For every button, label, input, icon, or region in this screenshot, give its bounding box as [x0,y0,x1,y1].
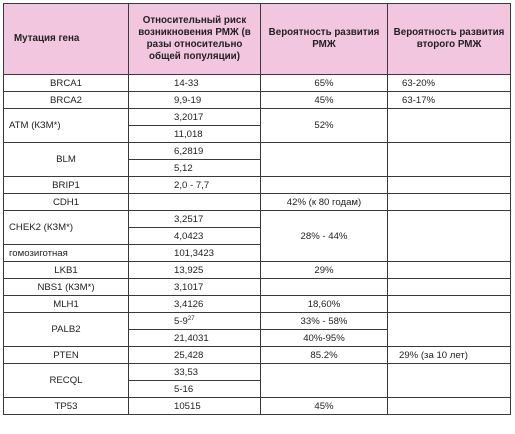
gene-cell: NBS1 (КЗМ*) [4,279,129,296]
probability-cell: 33% - 58% [261,313,388,330]
second-probability-cell: 63-20% [388,75,511,92]
risk-cell: 10515 [129,398,261,415]
probability-cell [261,364,388,398]
gene-cell: BRIP1 [4,177,129,194]
table-row [4,143,511,160]
probability-cell [261,177,388,194]
second-probability-cell [388,296,511,313]
risk-cell: 3,4126 [129,296,261,313]
gene-cell: ATM (КЗМ*) [4,109,129,143]
header-gene: Мутация гена [4,4,129,75]
table-row [4,75,511,92]
gene-cell: CHEK2 (КЗМ*) [4,211,129,245]
table-row [4,177,511,194]
table-row [4,364,511,381]
probability-cell: 40%-95% [261,330,388,347]
risk-cell: 6,2819 [129,143,261,160]
table-row [4,262,511,279]
risk-cell: 3,1017 [129,279,261,296]
second-probability-cell [388,313,511,347]
table-row [4,313,511,330]
gene-cell: TP53 [4,398,129,415]
second-probability-cell [388,177,511,194]
table-row [4,398,511,415]
risk-cell: 33,53 [129,364,261,381]
risk-cell: 5-16 [129,381,261,398]
risk-cell: 9,9-19 [129,92,261,109]
probability-cell: 52% [261,109,388,143]
risk-cell: 13,925 [129,262,261,279]
gene-cell: MLH1 [4,296,129,313]
table-row [4,279,511,296]
second-probability-cell [388,211,511,262]
table-row [4,347,511,364]
risk-cell: 21,4031 [129,330,261,347]
probability-cell: 65% [261,75,388,92]
risk-cell: 3,2517 [129,211,261,228]
second-probability-cell [388,364,511,398]
gene-mutation-risk-table [3,3,511,415]
table-row [4,194,511,211]
probability-cell: 45% [261,398,388,415]
risk-cell [129,313,261,330]
second-probability-cell [388,143,511,177]
probability-cell: 28% - 44% [261,211,388,262]
gene-cell: CDH1 [4,194,129,211]
risk-table-container [3,3,511,415]
table-row [4,92,511,109]
second-probability-cell [388,262,511,279]
probability-cell [261,279,388,296]
risk-value: 5-9 [174,315,188,327]
gene-cell: BRCA1 [4,75,129,92]
header-relative-risk: Относительный риск возникновения РМЖ (в разы относительно общей популяции) [129,4,261,75]
gene-cell: гомозиготная [4,245,129,262]
gene-cell: PALB2 [4,313,129,347]
probability-cell [261,143,388,177]
header-second-probability: Вероятность развития второго РМЖ [388,4,511,75]
reference-superscript: 27 [187,315,195,322]
risk-cell: 5,12 [129,160,261,177]
gene-cell: PTEN [4,347,129,364]
risk-cell: 25,428 [129,347,261,364]
probability-cell: 42% (к 80 годам) [261,194,388,211]
second-probability-cell: 63-17% [388,92,511,109]
table-row [4,109,511,126]
second-probability-cell [388,279,511,296]
risk-cell: 14-33 [129,75,261,92]
risk-cell: 2,0 - 7,7 [129,177,261,194]
gene-cell: BLM [4,143,129,177]
probability-cell: 85.2% [261,347,388,364]
gene-cell: BRCA2 [4,92,129,109]
second-probability-cell [388,398,511,415]
probability-cell: 29% [261,262,388,279]
risk-cell: 11,018 [129,126,261,143]
second-probability-cell [388,109,511,143]
second-probability-cell [388,194,511,211]
risk-cell: 4,0423 [129,228,261,245]
risk-cell [129,194,261,211]
risk-cell: 101,3423 [129,245,261,262]
gene-cell: RECQL [4,364,129,398]
probability-cell: 45% [261,92,388,109]
probability-cell: 18,60% [261,296,388,313]
table-header-row [4,4,511,75]
second-probability-cell: 29% (за 10 лет) [388,347,511,364]
gene-cell: LKB1 [4,262,129,279]
header-probability: Вероятность развития РМЖ [261,4,388,75]
table-row [4,211,511,228]
table-row [4,296,511,313]
risk-cell: 3,2017 [129,109,261,126]
